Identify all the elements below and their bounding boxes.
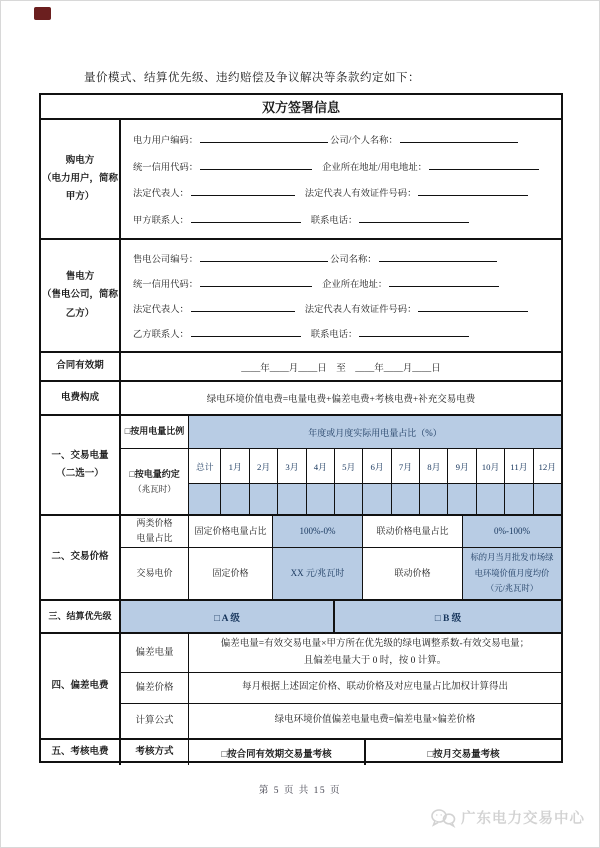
month-header: 总计 <box>189 449 221 483</box>
month-header: 4月 <box>307 449 335 483</box>
linked-price-label: 联动价格 <box>363 548 463 599</box>
month-value-cell <box>477 484 505 514</box>
month-value-cell <box>221 484 249 514</box>
blank-line <box>191 303 295 312</box>
seller-label: 售电方 （售电公司，简称 乙方） <box>41 240 121 351</box>
deviation-volume-text: 偏差电量=有效交易电量×甲方所在优先级的绿电调整系数-有效交易电量； 且偏差电量大于 0 时，按 0 计算。 <box>220 638 530 666</box>
assessment-section <box>41 738 561 765</box>
deviation-price-text: 每月根据上述固定价格、联动价格及对应电量占比加权计算得出 <box>241 682 508 693</box>
volume-by-amount-row <box>121 449 561 514</box>
month-header: 5月 <box>335 449 363 483</box>
month-value-cell <box>278 484 306 514</box>
month-value-cell <box>363 484 391 514</box>
price-value-row <box>121 548 561 599</box>
month-value-cell <box>420 484 448 514</box>
month-header: 12月 <box>538 461 557 472</box>
seller-section <box>41 238 561 351</box>
volume-option-ratio-checkbox: □按用电量比例 <box>121 416 189 448</box>
seller-field-line: 法定代表人： 法定代表人有效证件号码： <box>133 301 551 315</box>
intro-line: 量价模式、结算优先级、违约赔偿及争议解决等条款约定如下： <box>84 72 420 84</box>
seller-field-line: 乙方联系人： 联系电话： <box>133 326 551 340</box>
blank-line <box>389 278 499 287</box>
fixed-ratio-label: 固定价格电量占比 <box>189 516 273 547</box>
buyer-field-line: 法定代表人： 法定代表人有效证件号码： <box>133 185 551 199</box>
priority-section <box>41 599 561 632</box>
month-value-cell <box>392 484 420 514</box>
blank-line <box>418 303 528 312</box>
linked-price-value: 标的月当月批发市场绿电环境价值月度均价（元/兆瓦时） <box>463 548 561 599</box>
table-title: 双方签署信息 <box>261 100 340 115</box>
chat-bubbles-icon <box>430 808 456 828</box>
price-value-header: 交易电价 <box>121 548 189 599</box>
composition-label: 电费构成 <box>41 382 121 414</box>
blank-line <box>200 161 312 170</box>
org-logo <box>430 807 585 828</box>
linked-ratio-value: 0%-100% <box>463 516 561 547</box>
volume-ratio-text: 年度或月度实际用电量占比（%） <box>189 416 561 448</box>
buyer-field-line: 甲方联系人： 联系电话： <box>133 212 551 226</box>
buyer-label: 购电方 （电力用户，简称 甲方） <box>41 120 121 238</box>
blank-line <box>429 161 539 170</box>
assessment-label: 五、考核电费 <box>41 740 121 765</box>
validity-row <box>41 351 561 380</box>
month-header-row <box>189 449 561 484</box>
monthly-volume-grid <box>189 449 561 514</box>
assessment-option2-checkbox: □按月交易量考核 <box>427 749 500 760</box>
assessment-option1-checkbox: □按合同有效期交易量考核 <box>189 740 366 765</box>
deviation-volume-name: 偏差电量 <box>121 634 189 672</box>
deviation-volume-row <box>121 634 561 673</box>
seller-fields <box>121 240 561 351</box>
priority-b-checkbox: □ B 级 <box>335 601 561 632</box>
blank-line <box>379 254 497 263</box>
month-value-cell <box>505 484 533 514</box>
month-value-cell <box>189 484 221 514</box>
validity-value: ____年____月____日 至 ____年____月____日 <box>241 363 441 374</box>
buyer-field-line: 电力用户编码： 公司/个人名称： <box>133 132 551 146</box>
deviation-price-row <box>121 673 561 704</box>
page-corner-mark <box>34 7 51 20</box>
month-value-cell <box>335 484 363 514</box>
buyer-section <box>41 118 561 238</box>
blank-line <box>200 278 312 287</box>
org-logo-text: 广东电力交易中心 <box>461 811 585 827</box>
blank-line <box>200 254 328 263</box>
volume-section <box>41 414 561 514</box>
validity-label: 合同有效期 <box>41 353 121 380</box>
seller-field-line: 统一信用代码： 企业所在地址： <box>133 276 551 290</box>
composition-formula: 绿电环境价值电费=电量电费+偏差电费+考核电费+补充交易电费 <box>206 395 476 405</box>
price-ratio-row <box>121 516 561 548</box>
fixed-ratio-value: 100%-0% <box>273 516 363 547</box>
month-header: 3月 <box>278 449 306 483</box>
month-header: 11月 <box>505 449 533 483</box>
table-title-row <box>41 95 561 118</box>
month-value-cell <box>534 484 561 514</box>
page-number: 第 5 页 共 15 页 <box>258 786 342 796</box>
priority-a-checkbox: □ A 级 <box>121 601 335 632</box>
blank-line <box>200 134 328 143</box>
month-value-cell <box>307 484 335 514</box>
price-label: 二、交易价格 <box>41 516 121 599</box>
month-value-cell <box>448 484 476 514</box>
deviation-formula-text: 绿电环境价值偏差电量电费=偏差电量×偏差价格 <box>274 715 476 726</box>
deviation-label: 四、偏差电费 <box>41 634 121 738</box>
month-value-cell <box>250 484 278 514</box>
volume-by-ratio-row <box>121 416 561 449</box>
price-section <box>41 514 561 599</box>
buyer-field-line: 统一信用代码： 企业所在地址/用电地址： <box>133 159 551 173</box>
buyer-fields <box>121 120 561 238</box>
blank-line <box>418 187 528 196</box>
month-value-row <box>189 484 561 514</box>
volume-label: 一、交易电量 （二选一） <box>41 416 121 514</box>
month-header: 8月 <box>420 449 448 483</box>
price-ratio-header: 两类价格 电量占比 <box>121 516 189 547</box>
blank-line <box>191 214 301 223</box>
deviation-price-name: 偏差价格 <box>121 673 189 703</box>
assessment-method-label: 考核方式 <box>121 740 189 765</box>
month-header: 9月 <box>448 449 476 483</box>
seller-field-line: 售电公司编号： 公司名称： <box>133 251 551 265</box>
month-header: 7月 <box>392 449 420 483</box>
month-header: 10月 <box>477 449 505 483</box>
month-header: 1月 <box>221 449 249 483</box>
month-header: 6月 <box>363 449 391 483</box>
volume-option-amount-checkbox: □按电量约定 （兆瓦时） <box>121 449 189 514</box>
blank-line <box>359 214 469 223</box>
priority-label: 三、结算优先级 <box>41 601 121 632</box>
fixed-price-label: 固定价格 <box>189 548 273 599</box>
blank-line <box>191 328 301 337</box>
blank-line <box>191 187 295 196</box>
deviation-formula-row <box>121 704 561 738</box>
month-header: 2月 <box>250 449 278 483</box>
composition-row <box>41 380 561 414</box>
deviation-section <box>41 632 561 738</box>
blank-line <box>359 328 469 337</box>
contract-table <box>39 93 563 763</box>
deviation-formula-name: 计算公式 <box>121 704 189 738</box>
linked-ratio-label: 联动价格电量占比 <box>363 516 463 547</box>
blank-line <box>400 134 518 143</box>
fixed-price-value: XX 元/兆瓦时 <box>273 548 363 599</box>
